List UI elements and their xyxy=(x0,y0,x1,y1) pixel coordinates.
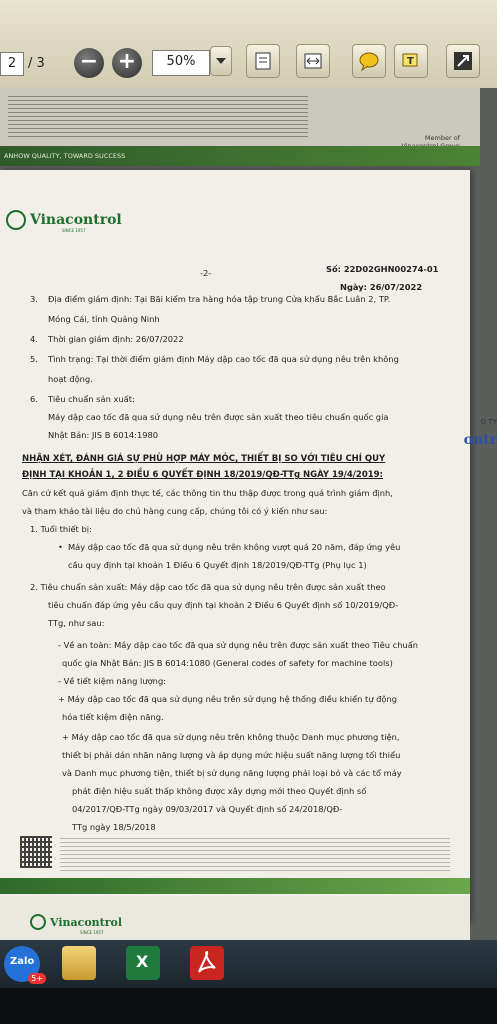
side-stamp-small: G TY xyxy=(480,418,497,426)
pdf-toolbar xyxy=(0,0,497,89)
footer-green-band xyxy=(0,878,470,894)
svg-text:T: T xyxy=(407,56,414,67)
minus-icon: − xyxy=(79,49,99,74)
item-3-line-2: Móng Cái, tỉnh Quảng Ninh xyxy=(48,314,160,324)
qr-code xyxy=(20,836,52,868)
sec1-bullet: • xyxy=(58,542,63,552)
zoom-out-button[interactable] xyxy=(74,48,104,78)
standard-line-1: Máy dập cao tốc đã qua sử dụng nêu trên được sản xuất theo tiêu chuẩn quốc gia xyxy=(48,412,389,422)
fullscreen-button[interactable] xyxy=(446,44,480,78)
sec2-body-7: thiết bị phải dán nhãn năng lượng và áp dụng mức hiệu suất năng lượng tối thiểu xyxy=(62,750,401,760)
sec1-line-2: cầu quy định tại khoản 1 Điều 6 Quyết định 18/2019/QĐ-TTg (Phụ lục 1) xyxy=(68,560,367,570)
zoom-dropdown-button[interactable] xyxy=(210,46,232,76)
item-5-number: 5. xyxy=(30,354,38,364)
sec2-body-8: và Danh mục phương tiện, thiết bị sử dụng năng lượng phải loại bỏ và các tổ máy xyxy=(62,768,402,778)
zoom-level-field[interactable]: 50% xyxy=(152,50,210,76)
item-5-line-2: hoạt động. xyxy=(48,374,93,384)
section-title-line-1: NHẬN XÉT, ĐÁNH GIÁ SỰ PHÙ HỢP MÁY MÓC, THIẾT BỊ SO VỚI TIÊU CHÍ QUY xyxy=(22,454,386,464)
fit-width-button[interactable] xyxy=(296,44,330,78)
document-page-2 xyxy=(0,170,470,922)
sec2-body-9: phát điện hiệu suất thấp không được xây dựng mới theo Quyết định số xyxy=(72,786,367,796)
taskbar xyxy=(0,940,497,988)
item-5-line-1: Tình trạng: Tại thời điểm giám định Máy dập cao tốc đã qua sử dụng nêu trên không xyxy=(48,354,399,364)
zoom-in-button[interactable] xyxy=(112,48,142,78)
typewriter-button[interactable] xyxy=(394,44,428,78)
standard-line-2: Nhật Bản: JIS B 6014:1980 xyxy=(48,430,159,440)
footer-fine-print xyxy=(60,838,450,872)
logo-mark-icon xyxy=(6,210,26,230)
footer-tagline: ANHOW QUALITY, TOWARD SUCCESS xyxy=(4,152,126,160)
zalo-label: Zalo xyxy=(10,956,35,967)
adobe-reader-icon[interactable] xyxy=(190,946,224,980)
excel-x-glyph: X xyxy=(136,952,149,971)
pdf-icon xyxy=(190,946,224,980)
fit-page-button[interactable] xyxy=(246,44,280,78)
page-total: / 3 xyxy=(28,56,45,71)
item-6-number: 6. xyxy=(30,394,38,404)
speech-bubble-icon xyxy=(358,51,380,71)
previous-page-footer xyxy=(0,88,480,166)
item-6-line-1: Tiêu chuẩn sản xuất: xyxy=(48,394,135,404)
excel-icon[interactable] xyxy=(126,946,160,980)
page-number-input[interactable]: 2 xyxy=(0,52,24,76)
sec2-body-2: quốc gia Nhật Bản: JIS B 6014:1080 (General codes of safety for machine tools) xyxy=(62,658,393,668)
logo-subtext: SINCE 1957 xyxy=(80,930,104,935)
document-date: Ngày: 26/07/2022 xyxy=(340,282,423,292)
expand-icon xyxy=(453,51,473,71)
sec2-body-5: hóa tiết kiệm điện năng. xyxy=(62,712,164,722)
zalo-app-icon[interactable] xyxy=(4,946,43,983)
text-edit-icon xyxy=(400,51,422,71)
sec2-body-4: + Máy dập cao tốc đã qua sử dụng nêu trên sử dụng hệ thống điều khiển tự động xyxy=(58,694,398,704)
sec2-body-1: - Về an toàn: Máy dập cao tốc đã qua sử dụng nêu trên được sản xuất theo Tiêu chuẩn xyxy=(58,640,419,650)
sec2-line-2: tiêu chuẩn đáp ứng yêu cầu quy định tại khoản 2 Điều 6 Quyết định số 10/2019/QĐ- xyxy=(48,600,399,610)
logo-text: Vinacontrol xyxy=(30,212,122,228)
sec2-body-11: TTg ngày 18/5/2018 xyxy=(72,822,156,832)
comment-button[interactable] xyxy=(352,44,386,78)
sec2-body-6: + Máy dập cao tốc đã qua sử dụng nêu trên không thuộc Danh mục phương tiện, xyxy=(62,732,400,742)
sec2-body-3: - Về tiết kiệm năng lượng: xyxy=(58,676,167,686)
sec1-heading: 1. Tuổi thiết bị: xyxy=(30,524,92,534)
fine-print xyxy=(8,96,308,140)
vinacontrol-logo-page-3 xyxy=(30,914,122,930)
document-number: Số: 22D02GHN00274-01 xyxy=(326,264,439,274)
item-3-line-1: Địa điểm giám định: Tại Bãi kiểm tra hàng hóa tập trung Cửa khẩu Bắc Luân 2, TP. xyxy=(48,294,391,304)
chevron-down-icon xyxy=(216,57,226,65)
sec2-line-3: TTg, như sau: xyxy=(48,618,105,628)
item-4-number: 4. xyxy=(30,334,38,344)
item-4-line-1: Thời gian giám định: 26/07/2022 xyxy=(48,334,184,344)
fit-page-icon xyxy=(253,51,273,71)
fit-width-icon xyxy=(303,51,323,71)
page-marker: -2- xyxy=(200,268,212,278)
vinacontrol-logo xyxy=(6,210,122,230)
member-line-1: Member of xyxy=(424,134,460,142)
document-page-3 xyxy=(0,896,470,940)
logo-mark-icon xyxy=(30,914,46,930)
side-stamp-text: ontr xyxy=(463,432,497,448)
plus-icon: + xyxy=(117,49,137,74)
notification-badge: 5+ xyxy=(28,973,46,984)
intro-line-1: Căn cứ kết quả giám định thực tế, các thông tin thu thập được trong quá trình giám định, xyxy=(22,488,393,498)
file-explorer-icon[interactable] xyxy=(62,946,96,980)
monitor-bezel xyxy=(0,988,497,1024)
logo-subtext: SINCE 1957 xyxy=(62,228,86,233)
sec1-line-1: Máy dập cao tốc đã qua sử dụng nêu trên không vượt quá 20 năm, đáp ứng yêu xyxy=(68,542,401,552)
intro-line-2: và tham khảo tài liệu do chủ hàng cung cấp, chúng tôi có ý kiến như sau: xyxy=(22,506,328,516)
section-title-line-2: ĐỊNH TẠI KHOẢN 1, 2 ĐIỀU 6 QUYẾT ĐỊNH 18/2019/QĐ-TTg NGÀY 19/4/2019: xyxy=(22,470,383,480)
sec2-body-10: 04/2017/QĐ-TTg ngày 09/03/2017 và Quyết định số 24/2018/QĐ- xyxy=(72,804,343,814)
logo-text: Vinacontrol xyxy=(50,915,123,929)
sec2-line-1: 2. Tiêu chuẩn sản xuất: Máy dập cao tốc đã qua sử dụng nêu trên được sản xuất theo xyxy=(30,582,386,592)
item-3-number: 3. xyxy=(30,294,38,304)
